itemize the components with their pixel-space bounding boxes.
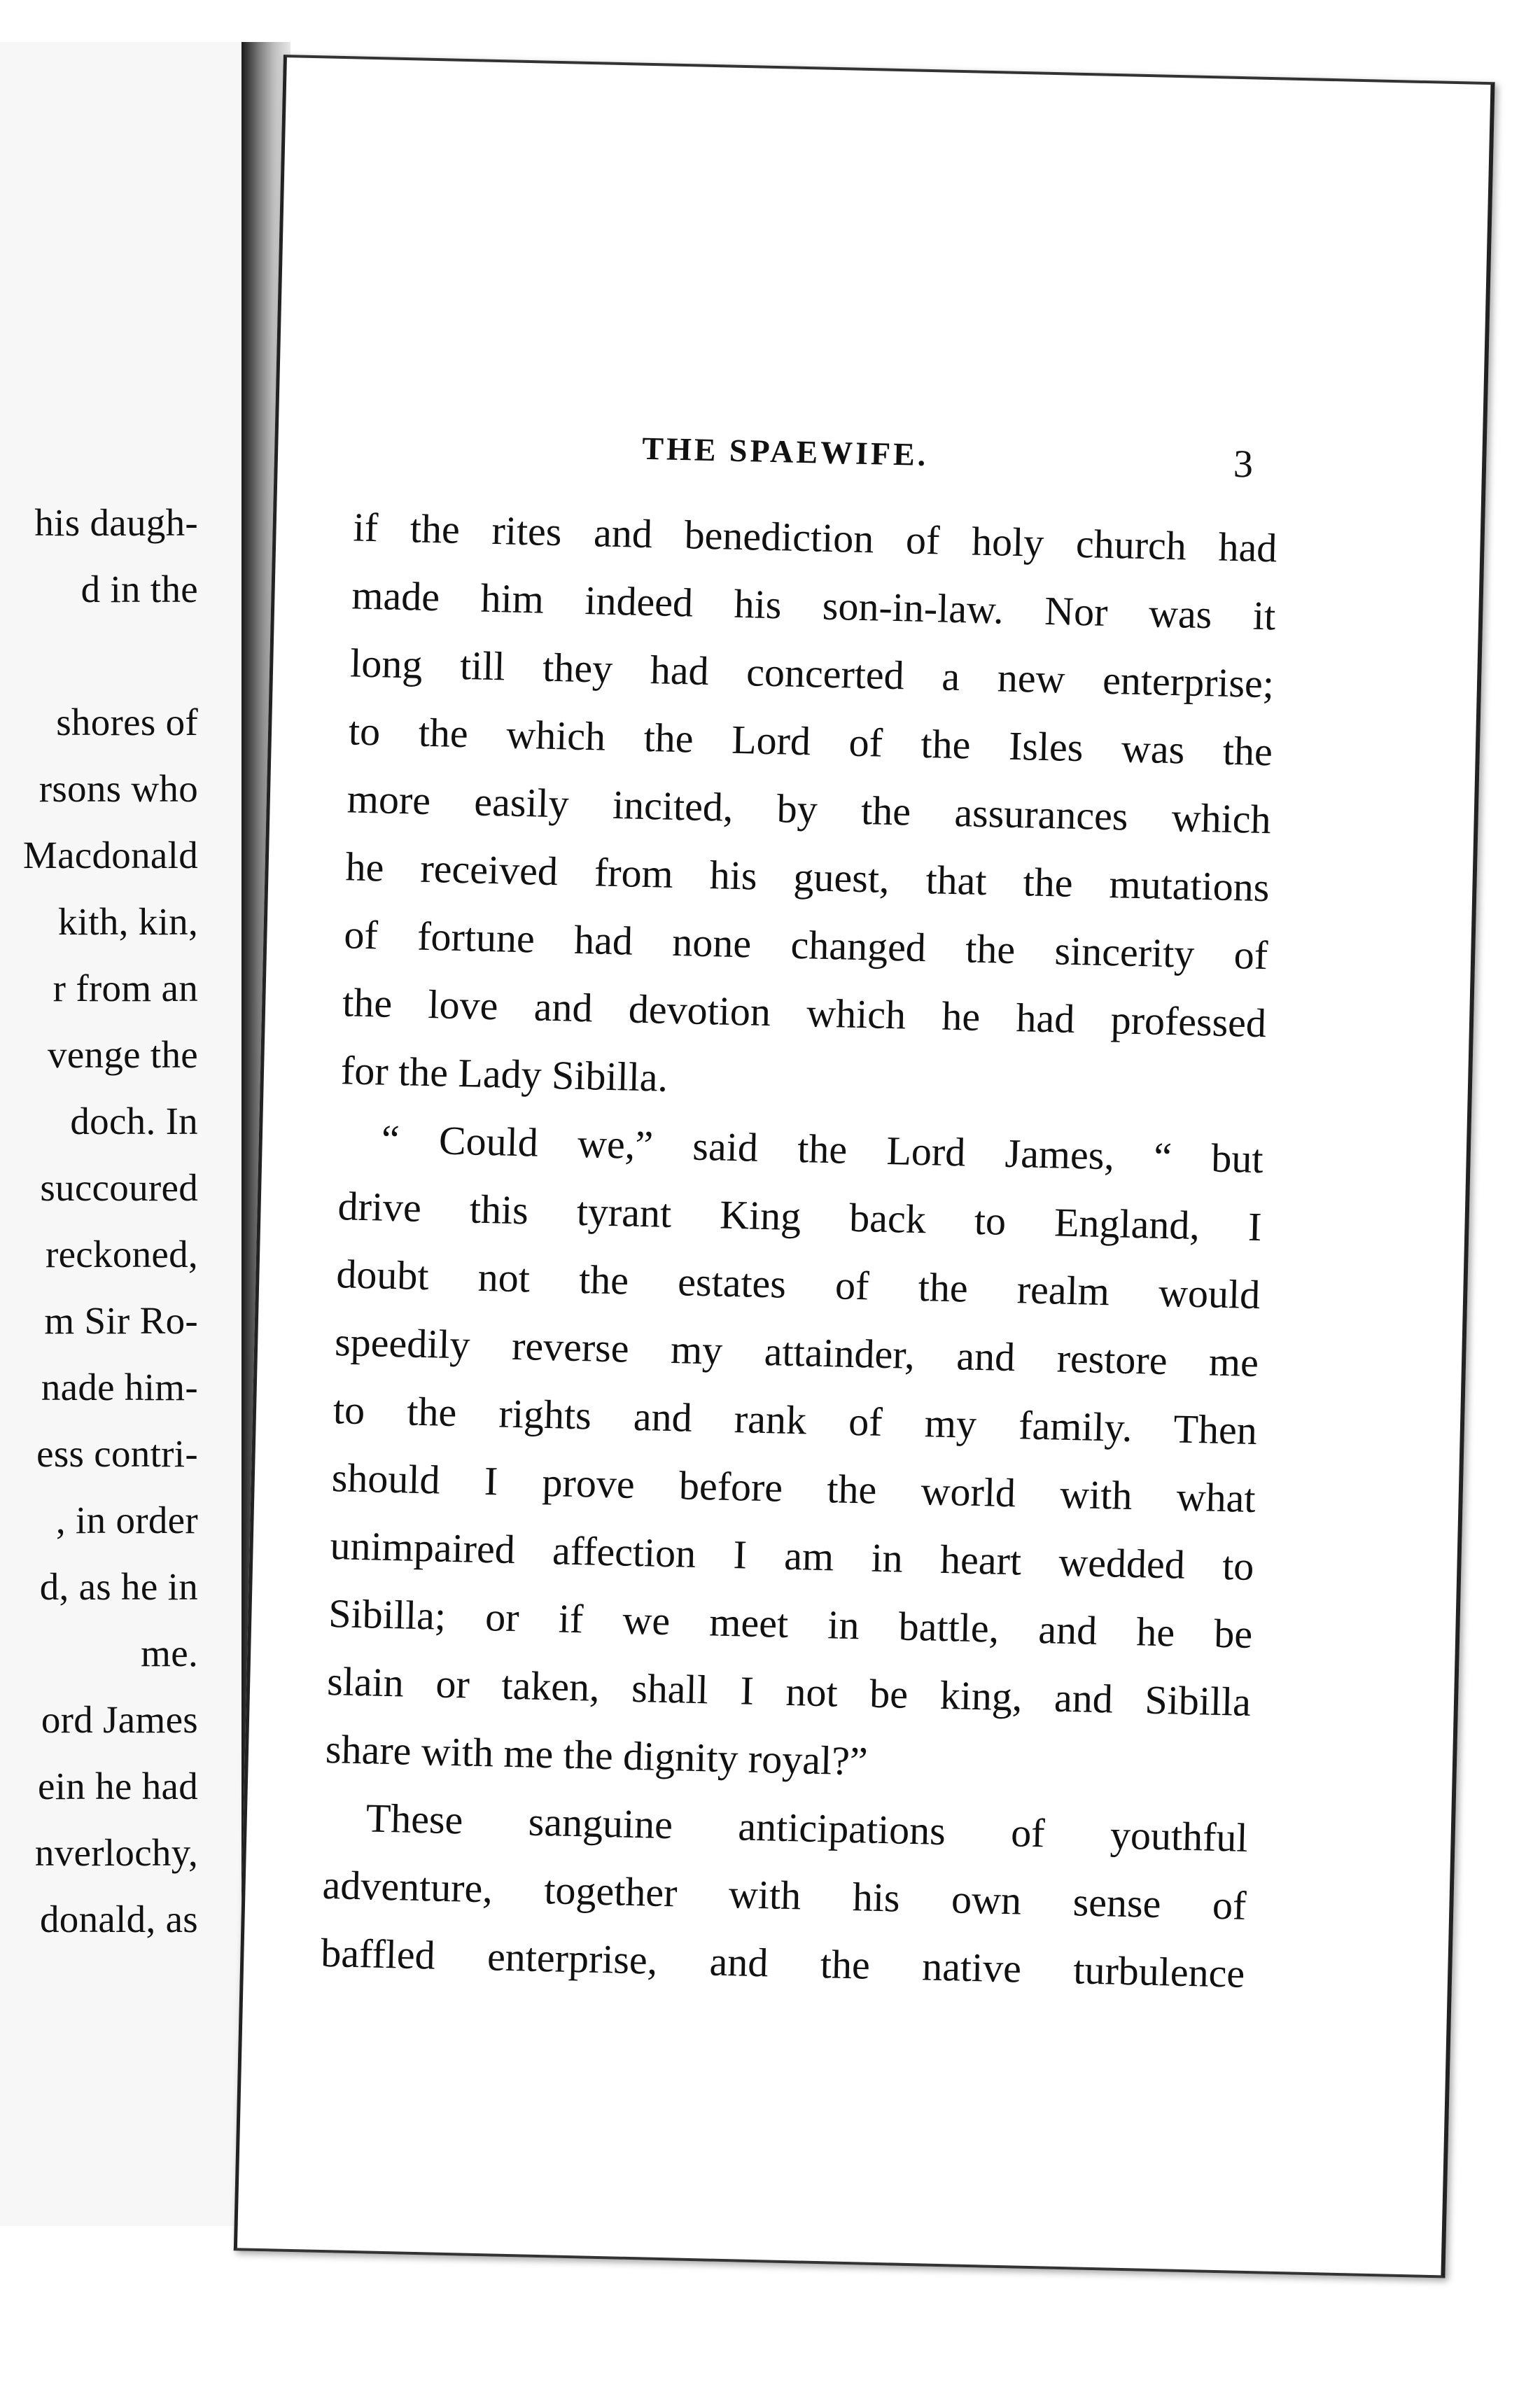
text-line: Sibilla; or if we meet in battle, and he be — [328, 1590, 1253, 1657]
text-line: he received from his guest, that the mutations — [344, 844, 1270, 911]
text-line: doubt not the estates of the realm would — [335, 1251, 1261, 1318]
left-page-line: rsons who — [38, 767, 198, 810]
left-page-line: kith, kin, — [57, 900, 198, 943]
left-page-line: nade him- — [41, 1366, 198, 1408]
left-page-line: d, as he in — [39, 1565, 198, 1608]
text-line: drive this tyrant King back to England, I — [337, 1183, 1263, 1250]
text-line: more easily incited, by the assurances which — [346, 776, 1272, 843]
text-line: unimpaired affection I am in heart wedded to — [329, 1522, 1255, 1590]
left-page-line: r from an — [52, 967, 198, 1009]
page-number: 3 — [1233, 442, 1254, 486]
left-page-line: succoured — [40, 1166, 198, 1209]
left-page-line: , in order — [55, 1499, 198, 1541]
left-page-line: donald, as — [39, 1898, 198, 1940]
left-page-line: ess contri- — [36, 1432, 198, 1475]
left-page-line: shores of — [56, 701, 198, 743]
text-line: made him indeed his son-in-law. Nor was it — [351, 572, 1276, 639]
text-line: “ Could we,” said the Lord James, “ but — [381, 1116, 1264, 1182]
text-line: speedily reverse my attainder, and restore me — [334, 1319, 1259, 1386]
left-page-line: his daugh- — [34, 501, 198, 544]
left-page-line: d in the — [80, 568, 198, 610]
text-line: baffled enterprise, and the native turbulence — [320, 1929, 1245, 1996]
left-page-line: Macdonald — [22, 834, 198, 876]
text-line: the love and devotion which he had professed — [342, 979, 1267, 1046]
text-line: for the Lady Sibilla. — [340, 1047, 668, 1100]
text-line: of fortune had none changed the sincerity of — [343, 911, 1268, 979]
left-page-line: doch. In — [70, 1100, 198, 1142]
left-page-line: ord James — [41, 1698, 198, 1741]
text-line: to the rights and rank of my family. Then — [332, 1387, 1258, 1454]
left-page-line: ein he had — [37, 1765, 198, 1807]
text-line: share with me the dignity royal?” — [325, 1726, 869, 1784]
body-text — [320, 493, 1278, 2007]
text-line: long till they had concerted a new enterprise; — [349, 640, 1275, 707]
previous-page — [0, 42, 246, 2226]
text-line: slain or taken, shall I not be king, and Sibilla — [326, 1658, 1252, 1725]
left-page-line: me. — [141, 1632, 198, 1674]
left-page-line: m Sir Ro- — [44, 1299, 198, 1342]
text-line: if the rites and benediction of holy church had — [352, 504, 1278, 571]
running-head: THE SPAEWIFE. — [641, 430, 929, 473]
left-page-line: venge the — [48, 1033, 198, 1076]
current-page — [234, 55, 1495, 2278]
text-line: should I prove before the world with what — [331, 1455, 1256, 1522]
left-page-line: reckoned, — [45, 1233, 198, 1275]
left-page-line: nverlochy, — [34, 1831, 198, 1874]
text-line: to the which the Lord of the Isles was the — [348, 708, 1273, 775]
text-line: adventure, together with his own sense of — [321, 1861, 1247, 1928]
text-line: These sanguine anticipations of youthful — [365, 1795, 1249, 1861]
